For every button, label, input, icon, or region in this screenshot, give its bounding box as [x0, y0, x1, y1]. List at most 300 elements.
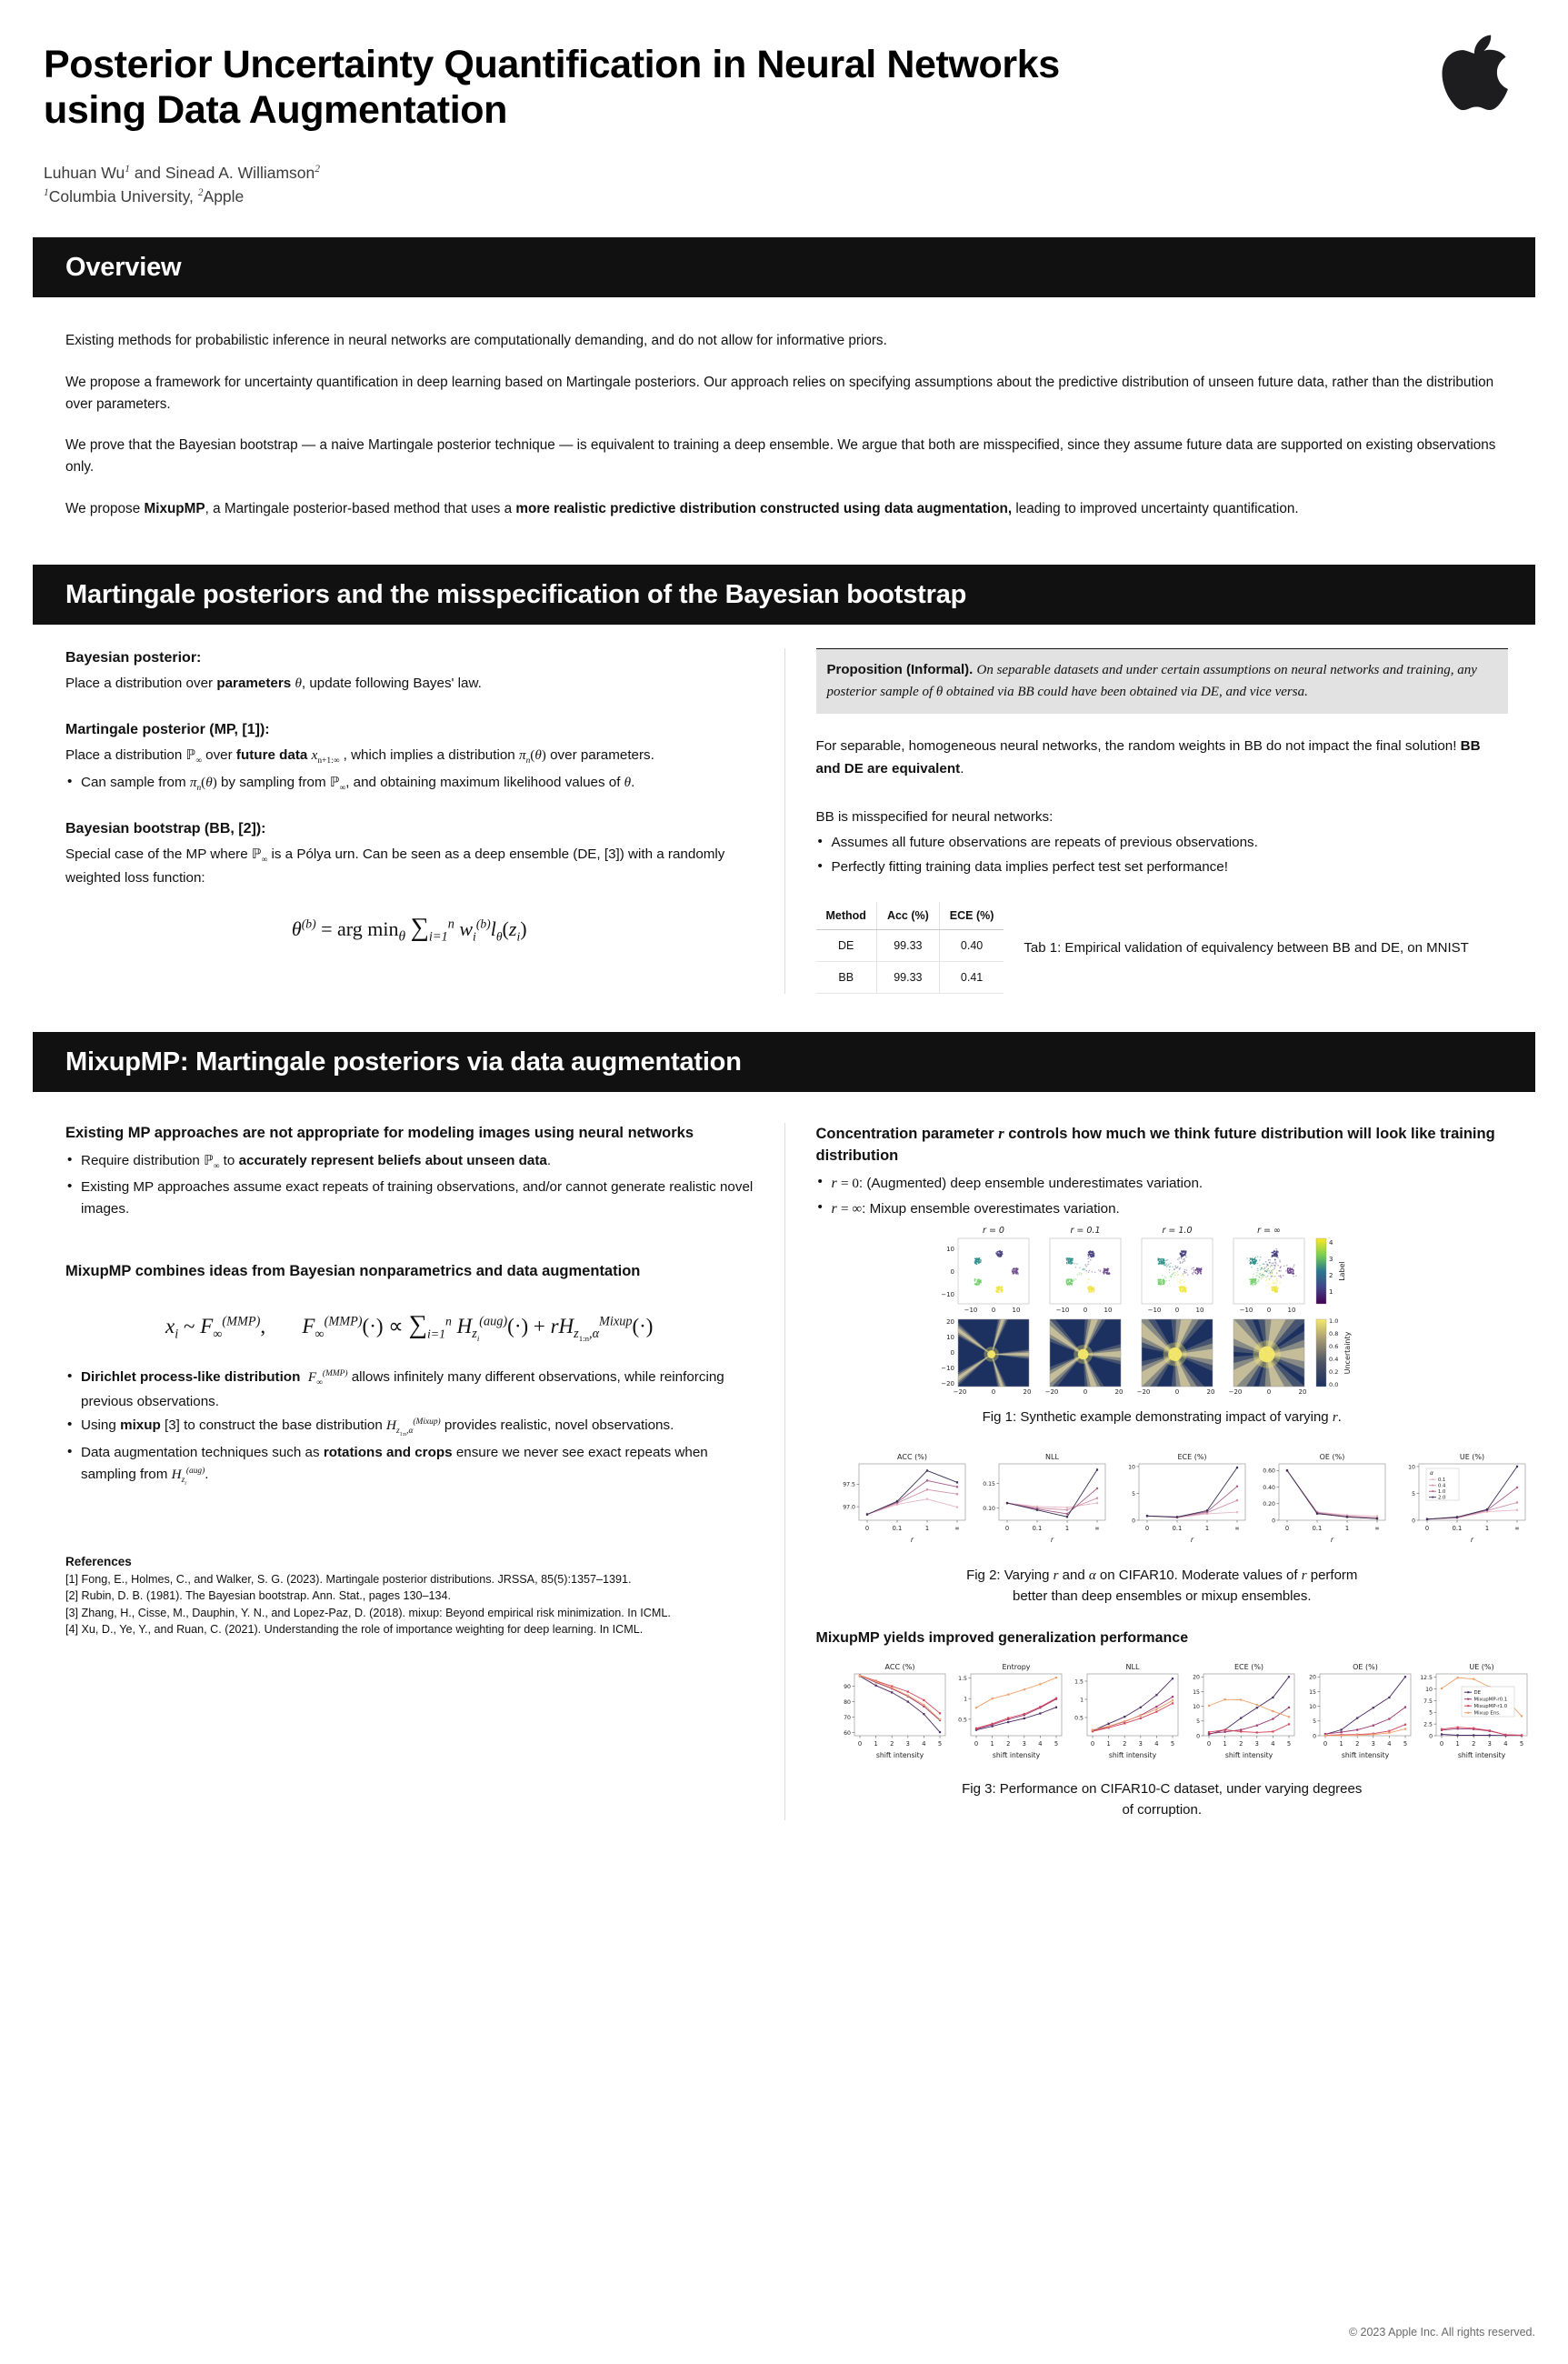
- data-point: [1124, 1723, 1125, 1725]
- x-tick-label: 1: [989, 1740, 994, 1748]
- author-1: Luhuan Wu: [44, 163, 125, 182]
- martingale-bullets: [65, 772, 754, 796]
- x-tick-label: ∞: [954, 1525, 960, 1533]
- list-item: • Can sample from $\pi_n(\theta)$ by sampling from ℙ$_\infty$, and obtaining maximum likelihood values of θ.: [65, 772, 754, 796]
- y-tick-label: 70: [843, 1715, 851, 1722]
- data-point: [923, 1704, 924, 1706]
- mp-b1c: , and obtaining maximum likelihood values of: [345, 775, 624, 790]
- section-title-martingale: Martingale posteriors and the misspecification of the Bayesian bootstrap: [65, 579, 967, 609]
- list-item: • Existing MP approaches assume exact repeats of training observations, and/or cannot generate realistic novel images.: [65, 1177, 754, 1221]
- list-item: • Assumes all future observations are repeats of previous observations.: [816, 832, 1509, 855]
- affil-marker-2: 2: [197, 187, 204, 199]
- data-point: [1139, 1718, 1141, 1719]
- figure-2-caption: [816, 1566, 1509, 1607]
- data-point: [1388, 1730, 1390, 1732]
- data-point: [1107, 1723, 1109, 1725]
- y-tick-label: 5: [1195, 1718, 1200, 1726]
- data-point: [1403, 1728, 1405, 1730]
- y-tick-label: 5: [1411, 1491, 1415, 1498]
- martingale-columns: [33, 625, 1535, 994]
- fig1-panel-title-rinf: r = ∞: [1257, 1225, 1282, 1236]
- mr-bb-de-bold: BB and DE are equivalent: [815, 738, 1481, 776]
- mr-t1a: For separable, homogeneous neural networks, the random weights in BB do not impact the final solution!: [815, 738, 1461, 755]
- spacer: [816, 714, 1509, 736]
- data-point: [1272, 1710, 1273, 1712]
- proposition-informal: (Informal).: [902, 662, 977, 678]
- data-point: [1272, 1731, 1273, 1733]
- data-point: [1323, 1735, 1325, 1737]
- reference-item: [4] Xu, D., Ye, Y., and Ruan, C. (2021). Understanding the role of importance weighting for deep learning. In ICML.: [65, 1623, 644, 1636]
- svg-text:−10: −10: [1147, 1306, 1162, 1314]
- x-axis-label: shift intensity: [1457, 1751, 1505, 1760]
- svg-text:0: 0: [1175, 1387, 1180, 1396]
- y-tick-label: 0: [1195, 1733, 1200, 1740]
- affil-1: Columbia University,: [48, 186, 198, 205]
- data-point: [1255, 1704, 1257, 1706]
- x-axis-label: shift intensity: [1224, 1751, 1273, 1760]
- data-point: [1372, 1725, 1373, 1727]
- proposition-label: Proposition: [826, 662, 903, 678]
- x-axis-label: shift intensity: [875, 1751, 924, 1760]
- panel-title: NLL: [1125, 1663, 1139, 1672]
- data-point: [1054, 1698, 1056, 1699]
- data-point: [891, 1688, 893, 1689]
- x-tick-label: 0: [1090, 1740, 1094, 1748]
- ml-b5a: Data augmentation techniques such as: [81, 1444, 324, 1460]
- y-tick-label: 1: [1079, 1697, 1084, 1704]
- ml-b5d: .: [205, 1467, 209, 1483]
- x-tick-label: 5: [937, 1740, 942, 1748]
- panel-title: OE (%): [1352, 1663, 1378, 1672]
- spacer: [65, 1223, 754, 1261]
- panel-title: ECE (%): [1233, 1663, 1263, 1672]
- x-tick-label: 0: [864, 1525, 869, 1533]
- legend-entry: 2.0: [1437, 1495, 1445, 1501]
- section-title-overview: Overview: [65, 252, 182, 282]
- y-tick-label: 0.60: [1262, 1468, 1275, 1476]
- svg-text:20: 20: [946, 1317, 955, 1326]
- svg-text:0: 0: [950, 1267, 955, 1276]
- mixupmp-bullets: [65, 1367, 754, 1488]
- fig2-caption-line1: Fig 2: Varying r and α on CIFAR10. Moderate values of r perform: [966, 1568, 1358, 1584]
- data-point: [1488, 1730, 1490, 1732]
- x-axis-label: shift intensity: [1108, 1751, 1156, 1760]
- y-tick-label: 10: [1192, 1704, 1200, 1711]
- fig1-colorbar-label-title: Label: [1338, 1261, 1347, 1281]
- x-tick-label: 1: [1222, 1740, 1227, 1748]
- x-tick-label: 0: [974, 1740, 978, 1748]
- title-line-1: Posterior Uncertainty Quantification in Neural Networks: [44, 43, 1060, 86]
- y-tick-label: 0.5: [1074, 1715, 1084, 1722]
- mp-t2b: over: [201, 746, 236, 763]
- data-point: [1388, 1732, 1390, 1734]
- x-tick-label: 1: [1454, 1740, 1460, 1748]
- svg-text:10: 10: [946, 1333, 955, 1341]
- x-tick-label: ∞: [1373, 1525, 1380, 1533]
- svg-text:0.4: 0.4: [1329, 1355, 1339, 1363]
- x-tick-label: ∞: [1094, 1525, 1100, 1533]
- mr-t1c: .: [960, 760, 964, 776]
- data-point: [1223, 1699, 1225, 1701]
- svg-text:0: 0: [1084, 1306, 1088, 1314]
- text-bb-misspecified: BB is misspecified for neural networks:: [815, 808, 1054, 825]
- text-bayesian-bootstrap: Special case of the MP where ℙ$_\infty$ is a Pólya urn. Can be seen as a deep ensemble (DE, [3]) with a randomly weighted loss function:: [65, 846, 725, 886]
- proposition-statement: On separable datasets and under certain assumptions on neural networks and training, any posterior sample of θ obtained via BB could have been obtained via DE, and vice versa.: [826, 663, 1477, 700]
- x-tick-label: 1: [924, 1525, 929, 1533]
- svg-text:3: 3: [1329, 1255, 1333, 1263]
- x-tick-label: 3: [1022, 1740, 1026, 1748]
- data-point: [923, 1714, 924, 1716]
- data-point: [1255, 1708, 1257, 1709]
- page-title: [44, 42, 1407, 134]
- data-point: [1007, 1718, 1009, 1719]
- mp-t2e: over parameters.: [545, 746, 654, 763]
- x-tick-label: 4: [921, 1740, 926, 1748]
- x-tick-label: 0: [1284, 1525, 1289, 1533]
- svg-text:−20: −20: [1044, 1387, 1059, 1396]
- table-1-caption: Tab 1: Empirical validation of equivalency between BB and DE, on MNIST: [1024, 939, 1469, 956]
- x-tick-label: 5: [1519, 1740, 1523, 1748]
- svg-text:10: 10: [946, 1245, 955, 1253]
- svg-text:−10: −10: [941, 1290, 955, 1298]
- svg-text:10: 10: [1195, 1306, 1204, 1314]
- data-point: [1091, 1729, 1093, 1731]
- mp-t1-params: parameters: [216, 675, 292, 691]
- y-tick-label: 0: [1131, 1518, 1135, 1525]
- data-point: [1287, 1707, 1289, 1708]
- x-tick-label: 0: [1004, 1525, 1009, 1533]
- panel-title: OE (%): [1319, 1453, 1344, 1462]
- svg-text:0: 0: [992, 1306, 996, 1314]
- ml-b4c: [3] to construct the base distribution: [160, 1417, 386, 1434]
- x-tick-label: 4: [1270, 1740, 1275, 1748]
- panel-title: ACC (%): [884, 1663, 914, 1672]
- data-point: [1403, 1707, 1405, 1708]
- concentration-bullets: [816, 1172, 1509, 1221]
- legend-entry: 0.1: [1437, 1478, 1445, 1484]
- y-tick-label: 10: [1424, 1687, 1433, 1694]
- mp-b1a: Can sample from: [81, 775, 190, 790]
- data-point: [974, 1728, 976, 1729]
- y-tick-label: 7.5: [1423, 1698, 1433, 1706]
- x-tick-label: 2: [889, 1740, 894, 1748]
- list-item: • Dirichlet process-like distribution $F_\infty^{(MMP)}$ allows infinitely many different observations, while reinforcing previous observations.: [65, 1367, 754, 1413]
- x-axis-label: r: [1190, 1536, 1193, 1545]
- x-tick-label: 5: [1170, 1740, 1174, 1748]
- data-point: [1340, 1735, 1342, 1737]
- data-point: [1287, 1677, 1289, 1678]
- fig3-caption-line2: of corruption.: [1122, 1801, 1203, 1818]
- data-point: [1520, 1716, 1522, 1718]
- data-point: [1124, 1717, 1125, 1718]
- svg-text:−10: −10: [1055, 1306, 1070, 1314]
- svg-text:−20: −20: [1136, 1387, 1151, 1396]
- data-point: [1124, 1720, 1125, 1722]
- author-2-affil-marker: 2: [315, 163, 321, 175]
- ml-b1b: to: [219, 1153, 239, 1169]
- y-tick-label: 20: [1192, 1675, 1200, 1682]
- y-tick-label: 90: [843, 1684, 851, 1691]
- mp-b1b: by sampling from: [216, 775, 330, 790]
- data-point: [1007, 1694, 1009, 1696]
- data-point: [1520, 1735, 1522, 1737]
- x-tick-label: 2: [1005, 1740, 1010, 1748]
- svg-text:0.2: 0.2: [1329, 1367, 1339, 1376]
- y-tick-label: 97.5: [842, 1482, 855, 1489]
- fig3-caption-line1: Fig 3: Performance on CIFAR10-C dataset, under varying degrees: [962, 1781, 1363, 1798]
- data-point: [1504, 1734, 1506, 1736]
- x-tick-label: 1: [1064, 1525, 1069, 1533]
- data-point: [858, 1676, 860, 1678]
- poster-header: [33, 0, 1535, 225]
- figure-2-varying-r-alpha: [816, 1444, 1548, 1553]
- list-item: • Data augmentation techniques such as rotations and crops ensure we never see exact repeats when sampling from $H_{z_i}^{(aug)}$.: [65, 1442, 754, 1489]
- x-tick-label: 0.1: [1452, 1525, 1462, 1533]
- ml-b3b: allows infinitely many different observations, while reinforcing previous observations.: [81, 1369, 724, 1409]
- y-tick-label: 20: [1308, 1675, 1316, 1682]
- svg-text:1: 1: [1329, 1287, 1333, 1296]
- svg-text:20: 20: [1114, 1387, 1124, 1396]
- cell-method: BB: [816, 962, 877, 994]
- cell-ece: 0.40: [939, 930, 1004, 962]
- col-header-method: Method: [816, 902, 877, 930]
- data-point: [1356, 1729, 1358, 1731]
- copyright-footer: © 2023 Apple Inc. All rights reserved.: [1348, 2326, 1535, 2339]
- data-point: [1356, 1735, 1358, 1737]
- x-tick-label: 4: [1386, 1740, 1392, 1748]
- reference-item: [2] Rubin, D. B. (1981). The Bayesian bootstrap. Ann. Stat., pages 130–134.: [65, 1589, 452, 1602]
- y-tick-label: 0.10: [982, 1506, 995, 1513]
- svg-text:−20: −20: [1228, 1387, 1243, 1396]
- author-2: and Sinead A. Williamson: [129, 163, 315, 182]
- data-point: [1139, 1707, 1141, 1708]
- x-tick-label: 0.1: [1032, 1525, 1042, 1533]
- mp-t2-futuredata: future data: [235, 746, 308, 763]
- svg-text:10: 10: [1012, 1306, 1021, 1314]
- data-point: [1240, 1699, 1242, 1701]
- overview-paragraph-3: We prove that the Bayesian bootstrap — a naive Martingale posterior technique — is equivalent to training a deep ensemble. We argue that both are misspecified, since they assume future data are supported on existing observations only.: [65, 437, 1496, 475]
- data-point: [1372, 1734, 1373, 1736]
- svg-text:0.8: 0.8: [1329, 1329, 1339, 1337]
- cell-acc: 99.33: [876, 962, 939, 994]
- panel-title: UE (%): [1459, 1453, 1484, 1462]
- y-tick-label: 12.5: [1419, 1675, 1433, 1682]
- mr-b1: : (Augmented) deep ensemble underestimates variation.: [858, 1176, 1203, 1192]
- mixupmp-right-column: [784, 1123, 1536, 1820]
- data-point: [1171, 1700, 1173, 1702]
- x-axis-label: shift intensity: [992, 1751, 1040, 1760]
- title-line-2: using Data Augmentation: [44, 88, 507, 133]
- x-tick-label: 0.1: [1312, 1525, 1322, 1533]
- data-point: [1488, 1735, 1490, 1737]
- section-title-mixupmp: MixupMP: Martingale posteriors via data augmentation: [65, 1047, 742, 1077]
- data-point: [1403, 1677, 1405, 1678]
- y-tick-label: 10: [1308, 1704, 1316, 1711]
- figure-1-caption: Fig 1: Synthetic example demonstrating impact of varying r.: [982, 1408, 1342, 1425]
- data-point: [1054, 1677, 1056, 1678]
- mp-t1c: , update following Bayes' law.: [301, 675, 482, 691]
- legend-entry: 1.0: [1437, 1489, 1445, 1496]
- list-item: • Using mixup [3] to construct the base distribution $H_{z_{1:n},\alpha}^{(Mixup)}$ provides realistic, novel observations.: [65, 1415, 754, 1439]
- x-axis-label: r: [1330, 1536, 1333, 1545]
- x-tick-label: 5: [1286, 1740, 1291, 1748]
- apple-logo-icon: [1439, 35, 1510, 122]
- section-bar-overview: [33, 237, 1535, 297]
- bb-misspecified-bullets: [816, 832, 1509, 878]
- existing-mp-bullets: [65, 1150, 754, 1221]
- legend-entry: DE: [1473, 1690, 1481, 1697]
- data-point: [1272, 1697, 1273, 1698]
- y-tick-label: 10: [1127, 1464, 1135, 1471]
- references-block: [65, 1555, 754, 1638]
- author-names: [44, 161, 1535, 185]
- fig1-colorbar-uncertainty-title: Uncertainty: [1343, 1331, 1353, 1375]
- mp-t2a: Place a distribution: [65, 746, 186, 763]
- data-point: [1039, 1713, 1041, 1715]
- fig1-scatter-panels: [941, 1238, 1346, 1314]
- data-point: [1272, 1718, 1273, 1720]
- y-tick-label: 15: [1192, 1689, 1200, 1697]
- ml-b4a: Using: [81, 1417, 121, 1434]
- list-item: • Require distribution ℙ$_\infty$ to accurately represent beliefs about unseen data.: [65, 1150, 754, 1174]
- fig1-colorbar-uncertainty: [1316, 1319, 1326, 1387]
- y-tick-label: 0: [1428, 1733, 1433, 1740]
- data-point: [874, 1685, 876, 1687]
- data-point: [1340, 1729, 1342, 1731]
- section-bar-mixupmp: [33, 1032, 1535, 1092]
- ov4-a: We propose: [65, 500, 145, 516]
- data-point: [1023, 1713, 1024, 1715]
- data-point: [906, 1701, 908, 1703]
- list-item: • r = 0: (Augmented) deep ensemble underestimates variation.: [816, 1172, 1509, 1196]
- y-tick-label: 80: [843, 1699, 851, 1707]
- legend-entry: MixupMP-r0.1: [1473, 1697, 1507, 1703]
- data-point: [1456, 1677, 1458, 1678]
- data-point: [874, 1681, 876, 1683]
- spacer: [816, 785, 1509, 806]
- data-point: [938, 1731, 940, 1733]
- martingale-right-column: [784, 648, 1536, 994]
- data-point: [1388, 1718, 1390, 1720]
- data-point: [906, 1691, 908, 1693]
- data-point: [991, 1698, 993, 1700]
- martingale-left-column: [33, 648, 784, 994]
- y-tick-label: 5: [1428, 1710, 1433, 1718]
- x-tick-label: 1: [1105, 1740, 1111, 1748]
- svg-text:4: 4: [1329, 1238, 1333, 1247]
- data-point: [938, 1719, 940, 1721]
- table-row: [816, 962, 1004, 994]
- data-point: [1107, 1726, 1109, 1728]
- panel-title: UE (%): [1468, 1663, 1494, 1672]
- text-martingale-posterior: Place a distribution ℙ$_\infty$ over future data $x_{n+1:\infty}$ , which implies a distribution $\pi_n(\theta)$ over parameters.: [65, 746, 654, 766]
- data-point: [1155, 1706, 1157, 1708]
- data-point: [1155, 1695, 1157, 1697]
- mixupmp-columns: [33, 1092, 1535, 1820]
- table-header-row: [816, 902, 1004, 930]
- data-point: [1356, 1718, 1358, 1719]
- data-point: [1240, 1718, 1242, 1719]
- data-point: [1171, 1697, 1173, 1698]
- overview-paragraph-4: [65, 498, 1503, 520]
- list-item: • r = ∞: Mixup ensemble overestimates variation.: [816, 1197, 1509, 1221]
- svg-text:0: 0: [1267, 1306, 1272, 1314]
- overview-paragraph-1: Existing methods for probabilistic inference in neural networks are computationally demanding, and do not allow for informative priors.: [65, 333, 887, 349]
- y-tick-label: 0.5: [957, 1717, 967, 1724]
- data-point: [906, 1695, 908, 1697]
- y-tick-label: 60: [843, 1730, 851, 1738]
- x-tick-label: 0.1: [892, 1525, 902, 1533]
- cell-method: DE: [816, 930, 877, 962]
- data-point: [923, 1699, 924, 1701]
- list-item: • Perfectly fitting training data implies perfect test set performance!: [816, 856, 1509, 879]
- data-point: [1473, 1735, 1474, 1737]
- svg-text:0.6: 0.6: [1329, 1342, 1339, 1350]
- heading-martingale-posterior: Martingale posterior (MP, [1]):: [65, 722, 270, 738]
- legend-title: α: [1429, 1470, 1433, 1478]
- reference-item: [1] Fong, E., Holmes, C., and Walker, S. G. (2023). Martingale posterior distributions. JRSSA, 85(5):1357–1391.: [65, 1572, 632, 1586]
- mp-t3a: Special case of the MP where: [65, 846, 252, 862]
- x-axis-label: r: [1050, 1536, 1054, 1545]
- x-tick-label: 4: [1503, 1740, 1508, 1748]
- y-tick-label: 97.0: [842, 1504, 855, 1511]
- authors-block: [44, 161, 1535, 209]
- figure-3-cifar10c: [816, 1652, 1548, 1768]
- data-point: [1207, 1731, 1209, 1733]
- ov4-emph: more realistic predictive distribution constructed using data augmentation,: [515, 500, 1013, 516]
- svg-text:0: 0: [1084, 1387, 1088, 1396]
- data-point: [1039, 1684, 1041, 1686]
- text-bb-de-equivalent: [816, 736, 1509, 780]
- heading-bayesian-bootstrap: Bayesian bootstrap (BB, [2]):: [65, 821, 266, 837]
- svg-text:0.0: 0.0: [1329, 1380, 1339, 1388]
- x-tick-label: 2: [1122, 1740, 1126, 1748]
- data-point: [1171, 1703, 1173, 1705]
- table-mnist-results: [816, 902, 1004, 994]
- y-tick-label: 5: [1131, 1491, 1135, 1498]
- ov4-mixupmp: MixupMP: [144, 500, 205, 516]
- svg-text:1.0: 1.0: [1329, 1317, 1339, 1325]
- svg-text:−20: −20: [941, 1379, 955, 1387]
- data-point: [1287, 1724, 1289, 1726]
- y-tick-label: 0.40: [1262, 1485, 1275, 1492]
- x-tick-label: 2: [1471, 1740, 1475, 1748]
- x-tick-label: 4: [1154, 1740, 1159, 1748]
- data-point: [1007, 1721, 1009, 1723]
- y-tick-label: 5: [1312, 1718, 1316, 1726]
- data-point: [1155, 1711, 1157, 1713]
- fig1-panel-title-r0: r = 0: [983, 1225, 1005, 1236]
- references-heading: References: [65, 1554, 132, 1568]
- equation-mixupmp: $x_i$ ~ $F_\infty^{(MMP)}$, $F_\infty^{(MMP)}(\cdot) \propto \sum_{i=1}^n$ $H_{z_i}^{(aug)}(\cdot) + rH_{z_{1:n},\alpha}^{Mixup}(\cdot)$: [165, 1309, 654, 1344]
- spacer: [65, 797, 754, 819]
- data-point: [1440, 1688, 1442, 1689]
- data-point: [1456, 1727, 1458, 1728]
- cell-ece: 0.41: [939, 962, 1004, 994]
- heading-existing-mp: Existing MP approaches are not appropriate for modeling images using neural networks: [65, 1125, 694, 1142]
- overview-body: [33, 297, 1535, 528]
- x-tick-label: 2: [1238, 1740, 1243, 1748]
- legend-entry: 0.4: [1437, 1483, 1445, 1489]
- data-point: [1054, 1707, 1056, 1708]
- data-point: [1155, 1708, 1157, 1710]
- y-tick-label: 0.20: [1262, 1501, 1275, 1508]
- reference-item: [3] Zhang, H., Cisse, M., Dauphin, Y. N., and Lopez-Paz, D. (2018). mixup: Beyond empirical risk minimization. In ICML.: [65, 1606, 671, 1619]
- x-tick-label: 0.1: [1172, 1525, 1182, 1533]
- figure-3-caption: [816, 1779, 1509, 1820]
- data-point: [1473, 1728, 1474, 1729]
- svg-text:20: 20: [1298, 1387, 1307, 1396]
